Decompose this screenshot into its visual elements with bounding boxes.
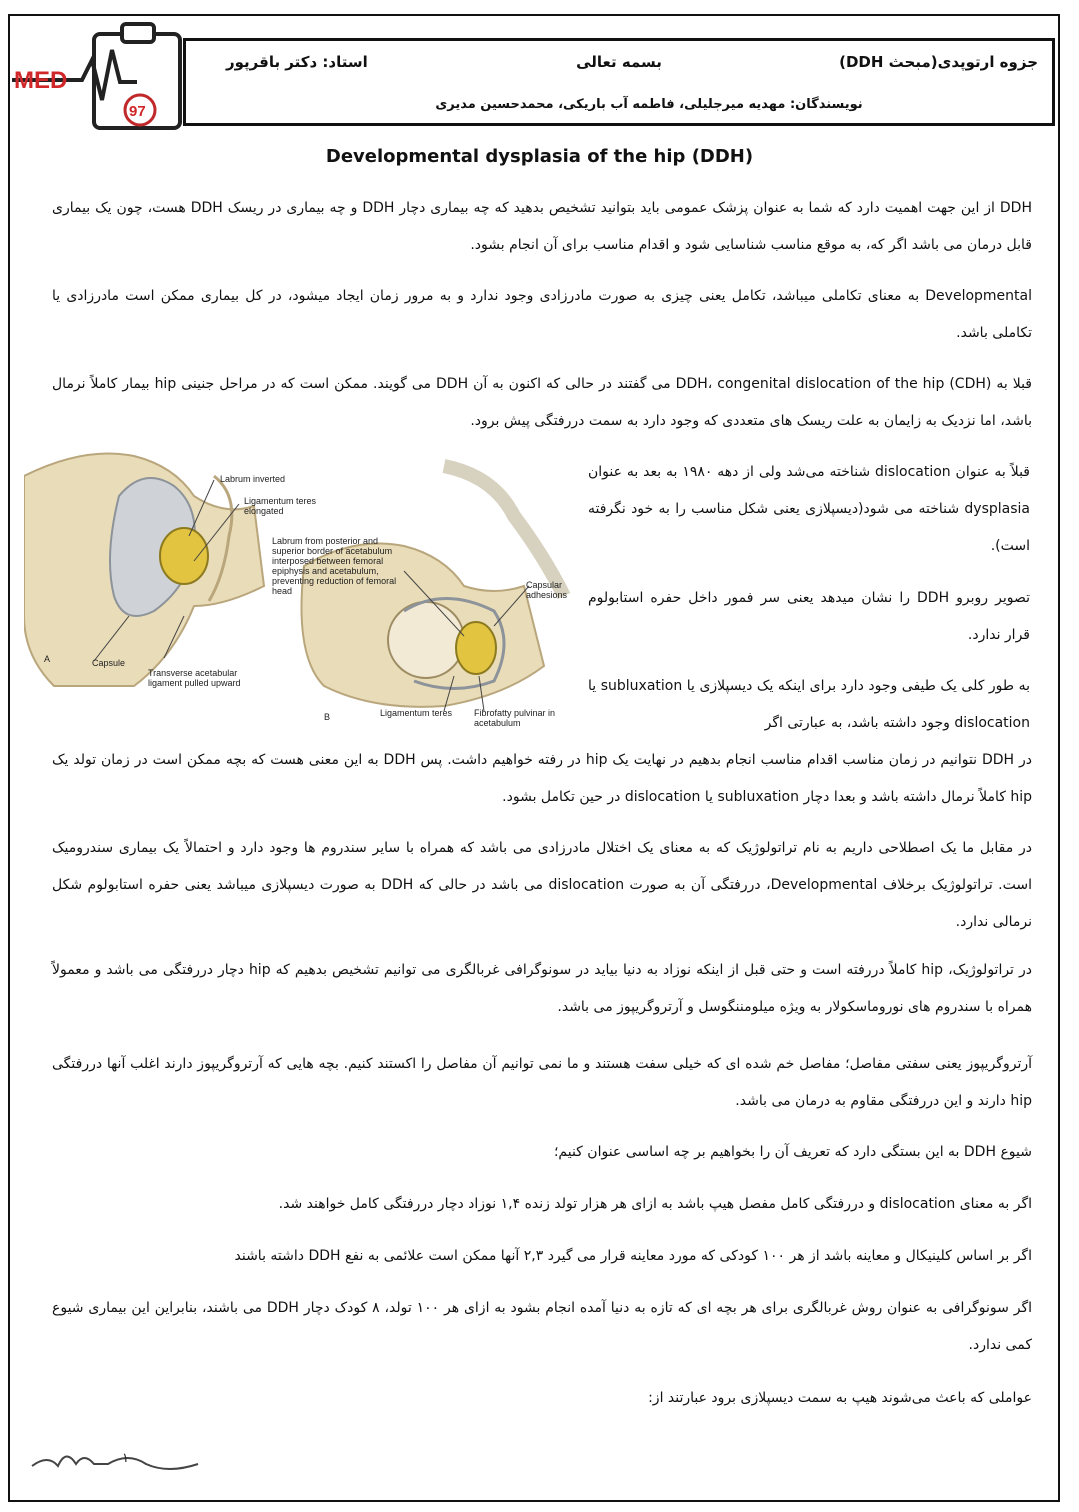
- paragraph-2: Developmental به معنای تکاملی میباشد، تکامل یعنی چیزی به صورت مادرزادی وجود ندارد و به مرور زمان ایجاد میشود، در کل بیماری ممکن است مادرزادی یا تکاملی باشد.: [52, 288, 1032, 341]
- footer-signature: [28, 1444, 208, 1504]
- paragraph-13: اگر سونوگرافی به عنوان روش غربالگری برای هر بچه ای که تازه به دنیا آمده انجام بشود به ازای هر ۱۰۰ تولد، ۸ کودک دچار DDH می باشند، بنابراین این بیماری شیوع کمی ندارد.: [52, 1300, 1032, 1353]
- label-panel-a: A: [44, 654, 51, 664]
- paragraph-4: قبلاً به عنوان dislocation شناخته می‌شد ولی از دهه ۱۹۸۰ به بعد به عنوان dysplasia شناخته می شود(دیسپلازی یعنی شکل مناسب را به خود نگرفته است).: [588, 464, 1030, 554]
- paragraph-10: شیوع DDH به این بستگی دارد که تعریف آن را بخواهیم بر چه اساسی عنوان کنیم؛: [553, 1144, 1032, 1160]
- hip-dysplasia-figure: [24, 436, 584, 736]
- page-number: ۱: [122, 1451, 129, 1466]
- med97-logo: [12, 20, 184, 132]
- header-title: جزوه ارتوپدی(مبحث DDH): [839, 53, 1038, 71]
- paragraph-1: DDH از این جهت اهمیت دارد که شما به عنوان پزشک عمومی باید بتوانید تشخیص بدهید که چه بیماری دچار DDH و چه بیماری در ریسک DDH هست، چون یک بیماری قابل درمان می باشد اگر که، به موقع مناسب شناسایی شود و اقدام مناسب برای آن انجام بشود.: [52, 200, 1032, 253]
- paragraph-5: تصویر روبرو DDH را نشان میدهد یعنی سر فمور داخل حفره استابولوم قرار ندارد.: [588, 590, 1030, 643]
- label-capsule: Capsule: [92, 658, 126, 668]
- label-panel-b: B: [324, 712, 331, 722]
- logo-text: MED: [14, 67, 68, 94]
- logo-number: 97: [129, 103, 146, 120]
- paragraph-6b: در DDH نتوانیم در زمان مناسب اقدام مناسب انجام بدهیم در نهایت یک hip در رفته خواهیم داشت. پس DDH به این معنی هست که بچه ممکن است در زمان تولد یک hip کاملاً نرمال داشته باشد و بعدا دچار subluxation یا dislocation در حین تکامل بشود.: [52, 752, 1033, 805]
- paragraph-14: عواملی که باعث می‌شوند هیپ به سمت دیسپلازی برود عبارتند از:: [648, 1390, 1032, 1406]
- paragraph-7: در مقابل ما یک اصطلاحی داریم به نام تراتولوژیک که به معنای یک اختلال مادرزادی می باشد که همراه با سایر سندروم ها وجود دارد و احتمالاً یک بیماری سندرومیک است. تراتولوژیک برخلاف Developmental، دررفتگی آن به صورت dislocation می باشد در حالی که DDH به صورت دیسپلازی میباشد یعنی حفره استابولوم شکل نرمالی ندارد.: [52, 840, 1032, 930]
- paragraph-9: آرتروگریپوز یعنی سفتی مفاصل؛ مفاصل خم شده ای که خیلی سفت هستند و ما نمی توانیم آن مفاصل را اکستند کنیم. بچه هایی که آرتروگریپوز دارند اغلب آنها دررفتگی hip دارند و این دررفتگی مقاوم به درمان می باشد.: [52, 1056, 1032, 1109]
- paragraph-6a: به طور کلی یک طیفی وجود دارد برای اینکه یک دیسپلازی یا subluxation یا dislocation وجود داشته باشد، به عبارتی اگر: [588, 678, 1030, 731]
- paragraph-12: اگر بر اساس کلینیکال و معاینه باشد از هر ۱۰۰ کودکی که مورد معاینه قرار می گیرد ۲,۳ آنها ممکن است علائمی به نفع DDH داشته باشند: [234, 1248, 1032, 1264]
- label-fibrofatty: Fibrofatty pulvinar in acetabulum: [474, 708, 556, 728]
- label-labrum-inverted: Labrum inverted: [220, 474, 286, 484]
- header-box: [183, 38, 1055, 126]
- label-labrum-interposed: Labrum from posterior and superior border of acetabulum interposed between femoral epiphysis and acetabulum, preventing reduction of femoral head: [272, 536, 397, 596]
- page-title: Developmental dysplasia of the hip (DDH): [325, 146, 754, 167]
- paragraph-11: اگر به معنای dislocation و دررفتگی کامل مفصل هیپ باشد به ازای هر هزار تولد زنده ۱,۴ نوزاد دچار دررفتگی کامل خواهند شد.: [278, 1196, 1032, 1212]
- label-ligamentum-elongated: Ligamentum teres elongated: [244, 496, 317, 516]
- header-teacher: استاد: دکتر باقرپور: [226, 53, 368, 71]
- paragraph-3: قبلا به DDH، congenital dislocation of the hip (CDH) می گفتند در حالی که اکنون به آن DDH می گویند. ممکن است که در مراحل جنینی hip بیمار کاملاً نرمال باشد، اما نزدیک به زایمان به علت ریسک های متعددی که وجود دارد به سمت دررفتگی پیش برود.: [52, 376, 1033, 429]
- label-capsular-adhesions: Capsular adhesions: [526, 580, 568, 600]
- label-ligamentum-teres: Ligamentum teres: [380, 708, 453, 718]
- label-transverse-ligament: Transverse acetabular ligament pulled upward: [148, 668, 241, 688]
- header-authors: نویسندگان: مهدیه میرجلیلی، فاطمه آب باریکی، محمدحسین مدیری: [435, 97, 863, 112]
- header-bismillah: بسمه تعالی: [576, 53, 662, 71]
- paragraph-8: در تراتولوژیک، hip کاملاً دررفته است و حتی قبل از اینکه نوزاد به دنیا بیاید در سونوگرافی غربالگری می توانیم تشخیص بدهیم که hip دچار دررفتگی می باشد و معمولاً همراه با سندروم های نوروماسکولار به ویژه میلومننگوسل و آرتروگریپوز می باشد.: [52, 962, 1032, 1015]
